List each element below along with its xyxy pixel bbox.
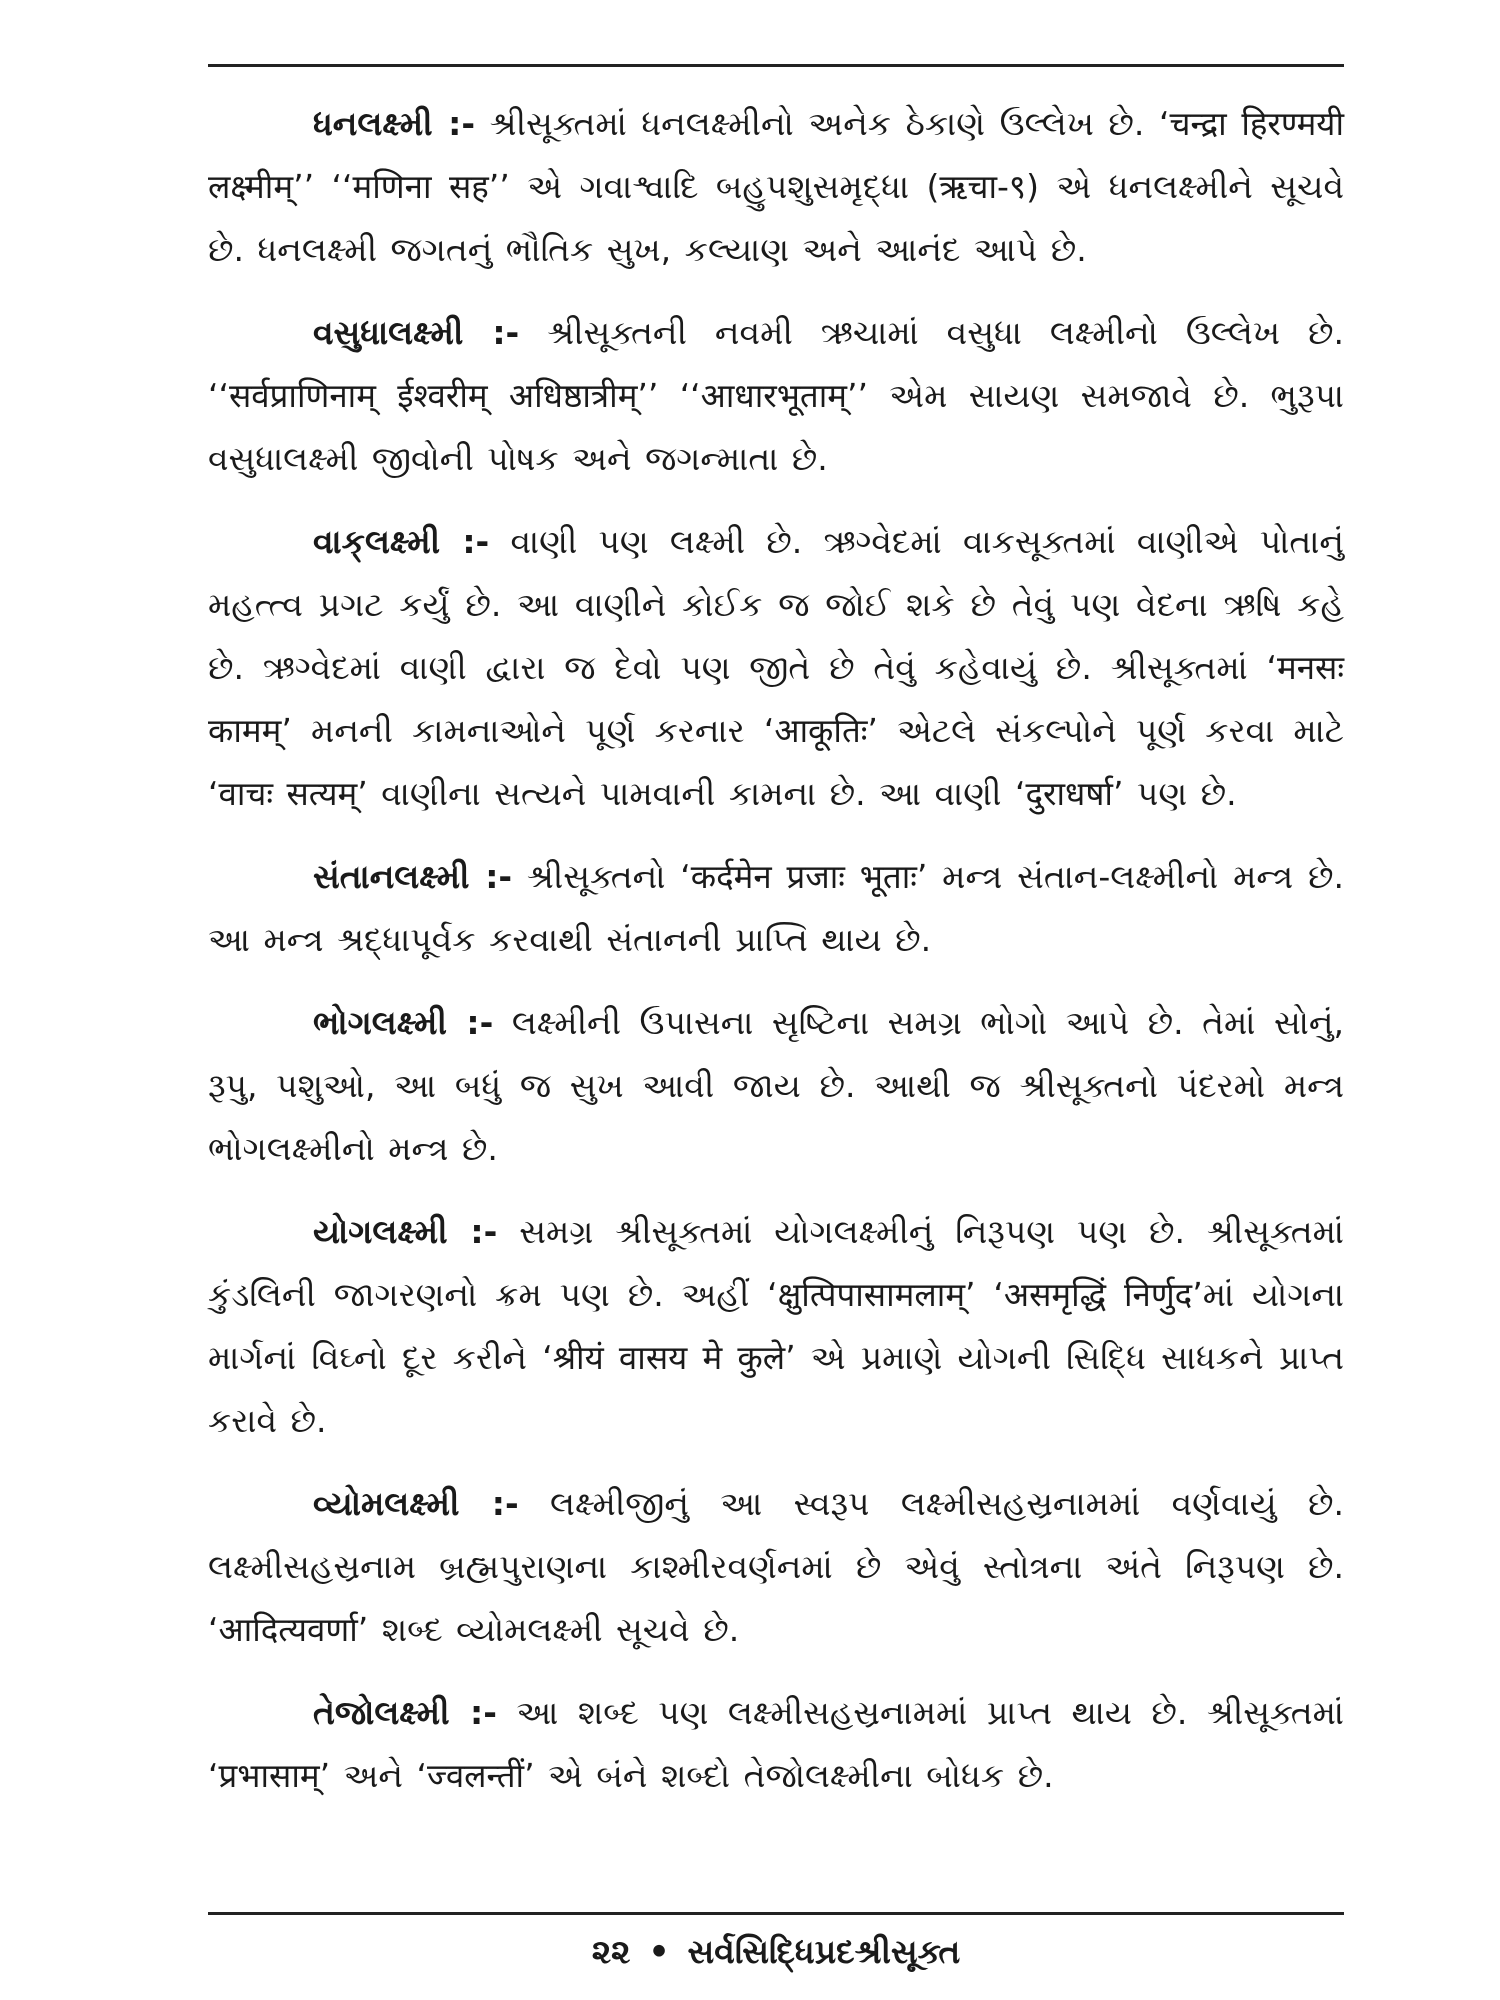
paragraph-vyomalakshmi	[208, 1472, 1344, 1661]
paragraph-dhanalakshmi	[208, 92, 1344, 281]
paragraph-term: વસુધાલક્ષ્મી :-	[313, 313, 520, 352]
paragraph-text: લક્ષ્મીજીનું આ સ્વરૂપ લક્ષ્મીસહસ્રનામમાં વર્ણવાયું છે. લક્ષ્મીસહસ્રનામ બ્રહ્મપુરાણના કાશ્મીરવર્ણનમાં છે એવું સ્તોત્રના અંતે નિરૂપણ છે. ‘आदित्यवर्णा’ શબ્દ વ્યોમલક્ષ્મી સૂચવે છે.	[208, 1484, 1344, 1649]
page-number: ૨૨	[591, 1932, 631, 1971]
page-footer	[208, 1930, 1344, 1974]
paragraph-term: ધનલક્ષ્મી :-	[313, 104, 476, 143]
paragraph-term: સંતાનલક્ષ્મી :-	[313, 857, 513, 896]
paragraph-term: ભોગલક્ષ્મી :-	[313, 1003, 494, 1042]
paragraph-term: તેજોલક્ષ્મી :-	[313, 1693, 497, 1732]
paragraph-santanalakshmi	[208, 845, 1344, 971]
paragraph-term: વાક્‌લક્ષ્મી :-	[313, 522, 490, 561]
paragraph-text: લક્ષ્મીની ઉપાસના સૃષ્ટિના સમગ્ર ભોગો આપે છે. તેમાં સોનું, રૂપુ, પશુઓ, આ બધું જ સુખ આવી જાય છે. આથી જ શ્રીસૂક્તનો પંદરમો મન્ત્ર ભોગલક્ષ્મીનો મન્ત્ર છે.	[208, 1003, 1344, 1168]
paragraph-text: વાણી પણ લક્ષ્મી છે. ઋગ્વેદમાં વાકસૂક્તમાં વાણીએ પોતાનું મહત્ત્વ પ્રગટ કર્યું છે. આ વાણીને કોઈક જ જોઈ શકે છે તેવું પણ વેદના ઋષિ કહે છે. ઋગ્વેદમાં વાણી દ્વારા જ દેવો પણ જીતે છે તેવું કહેવાયું છે. શ્રીસૂક્તમાં ‘मनसः कामम्’ મનની કામનાઓને પૂર્ણ કરનાર ‘आकूतिः’ એટલે સંકલ્પોને પૂર્ણ કરવા માટે ‘वाचः सत्यम्’ વાણીના સત્યને પામવાની કામના છે. આ વાણી ‘दुराधर्षा’ પણ છે.	[208, 522, 1344, 813]
paragraph-text: શ્રીસૂક્તમાં ધનલક્ષ્મીનો અનેક ઠેકાણે ઉલ્લેખ છે. ‘चन्द्रा हिरण्मयी लक्ष्मीम्’’ ‘‘मणिना सह’’ એ ગવાશ્વાદિ બહુપશુસમૃદ્ધા (ऋचा-९) એ ધનલક્ષ્મીને સૂચવે છે. ધનલક્ષ્મી જગતનું ભૌતિક સુખ, કલ્યાણ અને આનંદ આપે છે.	[208, 104, 1344, 269]
paragraph-bhogalakshmi	[208, 991, 1344, 1180]
book-title: સર્વસિદ્ધિપ્રદશ્રીસૂક્ત	[687, 1932, 961, 1971]
footer-separator: •	[648, 1932, 670, 1971]
paragraph-vasudhalakshmi	[208, 301, 1344, 490]
paragraph-term: યોગલક્ષ્મી :-	[313, 1212, 498, 1251]
bottom-rule	[208, 1912, 1344, 1915]
paragraph-tejolakshmi	[208, 1681, 1344, 1807]
page-body	[208, 92, 1344, 1827]
paragraph-text: સમગ્ર શ્રીસૂક્તમાં યોગલક્ષ્મીનું નિરૂપણ પણ છે. શ્રીસૂક્તમાં કુંડલિની જાગરણનો ક્રમ પણ છે. અહીં ‘क्षुत्पिपासामलाम्’ ‘असमृद्धिं निर्णुद’માં યોગના માર્ગનાં વિઘ્નો દૂર કરીને ‘श्रीयं वासय मे कुले’ એ પ્રમાણે યોગની સિદ્ધિ સાધકને પ્રાપ્ત કરાવે છે.	[208, 1212, 1344, 1440]
paragraph-text: આ શબ્દ પણ લક્ષ્મીસહસ્રનામમાં પ્રાપ્ત થાય છે. શ્રીસૂક્તમાં ‘प्रभासाम्’ અને ‘ज्वलन्तीं’ એ બંને શબ્દો તેજોલક્ષ્મીના બોધક છે.	[208, 1693, 1344, 1795]
paragraph-vaklakshmi	[208, 510, 1344, 825]
paragraph-text: શ્રીસૂક્તનો ‘कर्दमेन प्रजाः भूताः’ મન્ત્ર સંતાન-લક્ષ્મીનો મન્ત્ર છે. આ મન્ત્ર શ્રદ્ધાપૂર્વક કરવાથી સંતાનની પ્રાપ્તિ થાય છે.	[208, 857, 1344, 959]
paragraph-text: શ્રીસૂક્તની નવમી ઋચામાં વસુધા લક્ષ્મીનો ઉલ્લેખ છે. ‘‘सर्वप्राणिनाम् ईश्वरीम् अधिष्ठात्रीम्’’ ‘‘आधारभूताम्’’ એમ સાયણ સમજાવે છે. ભુરૂપા વસુધાલક્ષ્મી જીવોની પોષક અને જગન્માતા છે.	[208, 313, 1344, 478]
paragraph-yogalakshmi	[208, 1200, 1344, 1452]
top-rule	[208, 64, 1344, 67]
paragraph-term: વ્યોમલક્ષ્મી :-	[313, 1484, 519, 1523]
